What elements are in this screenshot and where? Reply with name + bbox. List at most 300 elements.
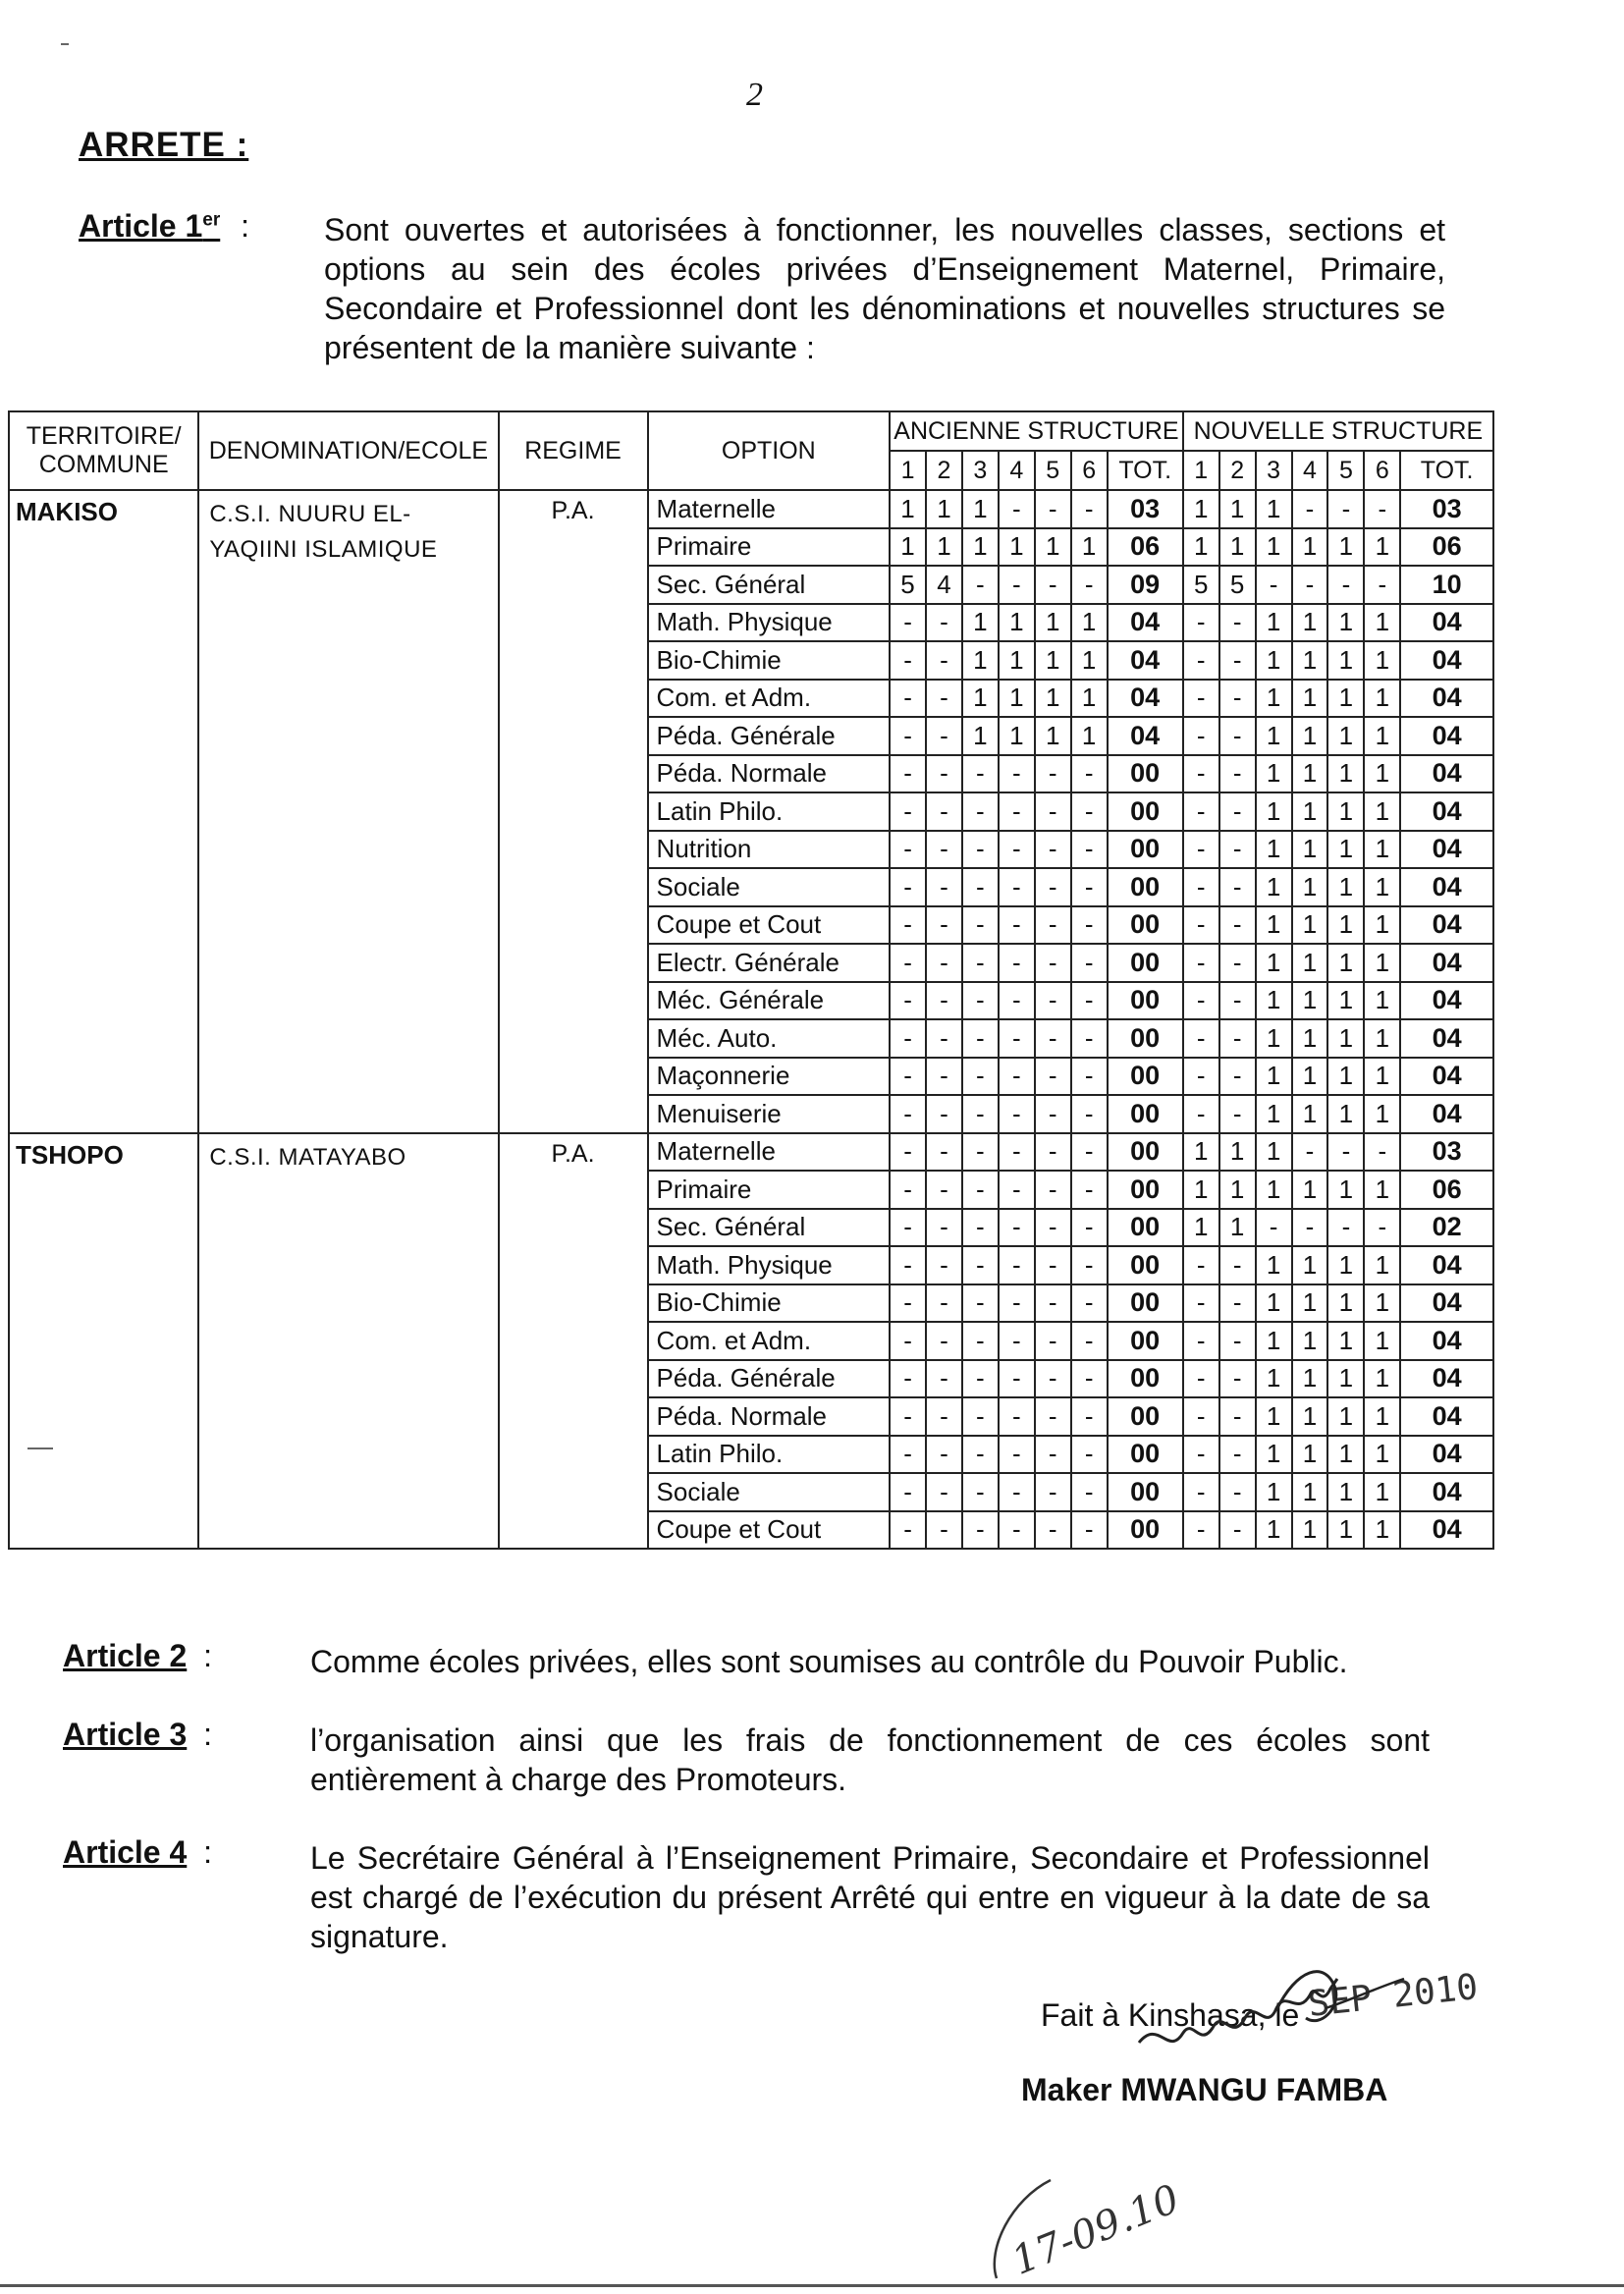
nouvelle-count-cell: 5 [1219,566,1256,604]
ancienne-count-cell: - [1035,1284,1071,1323]
header-ancienne-col: 6 [1071,451,1108,490]
nouvelle-total-cell: 04 [1400,1058,1493,1096]
article-1-colon: : [241,208,250,244]
option-cell: Nutrition [648,831,891,869]
nouvelle-count-cell: 1 [1256,1436,1292,1474]
nouvelle-count-cell: - [1183,755,1219,793]
nouvelle-count-cell: 1 [1364,906,1400,945]
nouvelle-count-cell: 1 [1292,1019,1328,1058]
nouvelle-count-cell: - [1292,566,1328,604]
nouvelle-total-cell: 04 [1400,1360,1493,1398]
nouvelle-count-cell: 1 [1327,1360,1364,1398]
ancienne-count-cell: - [926,755,962,793]
nouvelle-count-cell: 1 [1364,680,1400,718]
ancienne-count-cell: - [999,906,1035,945]
ancienne-count-cell: 1 [999,604,1035,642]
ancienne-count-cell: - [890,792,926,831]
nouvelle-count-cell: 1 [1256,755,1292,793]
ancienne-count-cell: - [926,868,962,906]
option-cell: Bio-Chimie [648,641,891,680]
nouvelle-count-cell: 1 [1256,528,1292,567]
nouvelle-count-cell: 1 [1256,831,1292,869]
ancienne-count-cell: - [926,604,962,642]
nouvelle-count-cell: 1 [1364,528,1400,567]
nouvelle-count-cell: 1 [1292,680,1328,718]
nouvelle-count-cell: 1 [1364,755,1400,793]
ancienne-count-cell: - [926,1058,962,1096]
nouvelle-total-cell: 03 [1400,490,1493,528]
ancienne-count-cell: - [1035,1322,1071,1360]
ancienne-count-cell: 1 [999,528,1035,567]
denomination-cell: C.S.I. MATAYABO [198,1133,498,1550]
ancienne-count-cell: - [962,1095,999,1133]
paraph-date: 17-09.10 [1005,2176,1186,2284]
nouvelle-count-cell: - [1219,1473,1256,1511]
nouvelle-count-cell: 1 [1256,1095,1292,1133]
ancienne-total-cell: 00 [1108,1511,1183,1550]
ancienne-count-cell: - [890,1133,926,1172]
nouvelle-count-cell: - [1364,490,1400,528]
scan-mark [61,43,69,45]
ancienne-total-cell: 04 [1108,717,1183,755]
ancienne-count-cell: - [999,1209,1035,1247]
ancienne-count-cell: - [1035,1511,1071,1550]
nouvelle-count-cell: - [1219,1095,1256,1133]
ancienne-total-cell: 00 [1108,982,1183,1020]
ancienne-count-cell: - [1035,1473,1071,1511]
option-cell: Sec. Général [648,566,891,604]
nouvelle-total-cell: 04 [1400,982,1493,1020]
nouvelle-count-cell: 1 [1327,641,1364,680]
nouvelle-count-cell: 1 [1256,490,1292,528]
ancienne-count-cell: - [1071,868,1108,906]
nouvelle-count-cell: 1 [1364,1246,1400,1284]
ancienne-count-cell: - [1071,1473,1108,1511]
ancienne-count-cell: - [1035,982,1071,1020]
ancienne-count-cell: - [999,566,1035,604]
ancienne-count-cell: - [962,755,999,793]
nouvelle-count-cell: 1 [1256,1322,1292,1360]
nouvelle-count-cell: - [1183,1360,1219,1398]
ancienne-count-cell: - [1071,1511,1108,1550]
ancienne-count-cell: - [890,982,926,1020]
ancienne-total-cell: 00 [1108,755,1183,793]
nouvelle-count-cell: 1 [1327,1171,1364,1209]
ancienne-total-cell: 04 [1108,641,1183,680]
ancienne-count-cell: 1 [1071,604,1108,642]
ancienne-total-cell: 00 [1108,1360,1183,1398]
nouvelle-count-cell: 1 [1292,1511,1328,1550]
ancienne-count-cell: - [999,831,1035,869]
nouvelle-count-cell: 1 [1364,1019,1400,1058]
nouvelle-count-cell: 1 [1364,641,1400,680]
nouvelle-count-cell: 1 [1327,831,1364,869]
nouvelle-count-cell: - [1327,490,1364,528]
nouvelle-count-cell: 1 [1256,868,1292,906]
ancienne-count-cell: - [999,1171,1035,1209]
nouvelle-count-cell: - [1327,1133,1364,1172]
denomination-cell: C.S.I. NUURU EL- YAQIINI ISLAMIQUE [198,490,498,1133]
nouvelle-count-cell: - [1219,1246,1256,1284]
ancienne-count-cell: - [962,1436,999,1474]
ancienne-count-cell: 1 [1035,604,1071,642]
nouvelle-count-cell: - [1292,490,1328,528]
nouvelle-count-cell: - [1219,680,1256,718]
nouvelle-count-cell: 1 [1292,831,1328,869]
ancienne-count-cell: - [962,566,999,604]
nouvelle-count-cell: - [1183,1246,1219,1284]
nouvelle-count-cell: - [1219,1436,1256,1474]
nouvelle-count-cell: 1 [1183,528,1219,567]
ancienne-count-cell: - [962,1171,999,1209]
nouvelle-count-cell: - [1183,717,1219,755]
ancienne-count-cell: - [962,1209,999,1247]
ancienne-count-cell: 1 [1035,680,1071,718]
ancienne-count-cell: - [962,1246,999,1284]
signature-date-stamp: SEP 2010 [1306,1967,1481,2025]
ancienne-count-cell: - [926,1360,962,1398]
ancienne-count-cell: - [926,1436,962,1474]
page-number: 2 [746,77,763,113]
ancienne-total-cell: 09 [1108,566,1183,604]
option-cell: Com. et Adm. [648,1322,891,1360]
nouvelle-count-cell: - [1183,1058,1219,1096]
nouvelle-count-cell: - [1183,1284,1219,1323]
ancienne-count-cell: - [890,1397,926,1436]
ancienne-count-cell: - [926,906,962,945]
nouvelle-count-cell: - [1183,831,1219,869]
article-1-text: Sont ouvertes et autorisées à fonctionner, les nouvelles classes, sections et options au sein des écoles privées d’Enseignement Maternel, Primaire, Secondaire et Professionnel dont les dénominations et nouvelles structures se présentent de la manière suivante : [324,212,1445,365]
article-3-label-text: Article 3 [63,1717,188,1752]
ancienne-total-cell: 00 [1108,868,1183,906]
nouvelle-count-cell: 1 [1292,1397,1328,1436]
nouvelle-count-cell: 1 [1327,1284,1364,1323]
nouvelle-count-cell: - [1219,792,1256,831]
nouvelle-count-cell: 1 [1364,1436,1400,1474]
nouvelle-count-cell: 1 [1327,868,1364,906]
ancienne-count-cell: - [999,792,1035,831]
article-2-colon: : [203,1638,213,1673]
header-territoire: TERRITOIRE/ COMMUNE [9,411,198,490]
ancienne-count-cell: - [962,1322,999,1360]
ancienne-count-cell: 1 [1035,717,1071,755]
ancienne-count-cell: - [926,1095,962,1133]
ancienne-total-cell: 00 [1108,1322,1183,1360]
option-cell: Menuiserie [648,1095,891,1133]
ancienne-total-cell: 00 [1108,1058,1183,1096]
regime-cell: P.A. [499,490,648,1133]
nouvelle-count-cell: - [1292,1133,1328,1172]
nouvelle-count-cell: - [1183,680,1219,718]
ancienne-count-cell: - [1071,1019,1108,1058]
nouvelle-count-cell: 1 [1219,1133,1256,1172]
nouvelle-count-cell: - [1219,1511,1256,1550]
nouvelle-count-cell: - [1219,906,1256,945]
nouvelle-count-cell: 1 [1219,490,1256,528]
ancienne-count-cell: - [999,1058,1035,1096]
nouvelle-count-cell: 1 [1256,906,1292,945]
nouvelle-count-cell: - [1219,1284,1256,1323]
nouvelle-total-cell: 04 [1400,1095,1493,1133]
nouvelle-count-cell: - [1364,1133,1400,1172]
ancienne-total-cell: 00 [1108,1473,1183,1511]
ancienne-count-cell: - [1071,1360,1108,1398]
nouvelle-total-cell: 04 [1400,1019,1493,1058]
nouvelle-count-cell: - [1183,604,1219,642]
nouvelle-total-cell: 04 [1400,1436,1493,1474]
ancienne-count-cell: - [962,1284,999,1323]
ancienne-count-cell: - [962,1511,999,1550]
nouvelle-count-cell: - [1183,1095,1219,1133]
nouvelle-count-cell: 1 [1364,1511,1400,1550]
nouvelle-total-cell: 06 [1400,1171,1493,1209]
nouvelle-count-cell: 1 [1183,1209,1219,1247]
ancienne-count-cell: - [962,906,999,945]
ancienne-count-cell: - [1071,1209,1108,1247]
nouvelle-count-cell: 1 [1256,792,1292,831]
nouvelle-count-cell: 1 [1183,1133,1219,1172]
ancienne-total-cell: 00 [1108,792,1183,831]
ancienne-count-cell: 1 [890,490,926,528]
ancienne-count-cell: - [1071,566,1108,604]
ancienne-count-cell: 1 [1071,528,1108,567]
option-cell: Latin Philo. [648,1436,891,1474]
nouvelle-count-cell: 1 [1327,1473,1364,1511]
nouvelle-count-cell: 1 [1364,1058,1400,1096]
nouvelle-count-cell: 1 [1292,528,1328,567]
ancienne-count-cell: 1 [962,604,999,642]
nouvelle-count-cell: 1 [1292,1058,1328,1096]
ancienne-count-cell: - [926,944,962,982]
nouvelle-count-cell: - [1183,1436,1219,1474]
nouvelle-count-cell: 1 [1327,528,1364,567]
page-title: ARRETE : [79,126,249,164]
ancienne-count-cell: - [999,1019,1035,1058]
option-cell: Math. Physique [648,604,891,642]
nouvelle-count-cell: - [1219,1397,1256,1436]
option-cell: Péda. Générale [648,1360,891,1398]
ancienne-count-cell: - [890,868,926,906]
header-ancienne-col: 2 [926,451,962,490]
ancienne-count-cell: - [890,717,926,755]
nouvelle-count-cell: 1 [1292,755,1328,793]
nouvelle-total-cell: 04 [1400,680,1493,718]
nouvelle-count-cell: 1 [1327,1095,1364,1133]
nouvelle-count-cell: 1 [1292,1171,1328,1209]
ancienne-count-cell: - [999,1360,1035,1398]
header-nouvelle-structure: NOUVELLE STRUCTURE [1183,411,1493,451]
ancienne-count-cell: - [1035,944,1071,982]
ancienne-count-cell: 1 [1071,641,1108,680]
ancienne-count-cell: - [1035,1246,1071,1284]
ancienne-total-cell: 00 [1108,1019,1183,1058]
ancienne-count-cell: - [1035,1058,1071,1096]
nouvelle-count-cell: 1 [1292,1246,1328,1284]
ancienne-count-cell: - [926,1511,962,1550]
nouvelle-count-cell: 1 [1364,1171,1400,1209]
ancienne-count-cell: - [926,1019,962,1058]
ancienne-count-cell: - [999,490,1035,528]
ancienne-count-cell: - [890,1209,926,1247]
ancienne-count-cell: - [999,1095,1035,1133]
nouvelle-total-cell: 03 [1400,1133,1493,1172]
nouvelle-count-cell: 1 [1364,1360,1400,1398]
table-row [9,490,1493,528]
ancienne-count-cell: - [1035,490,1071,528]
nouvelle-count-cell: - [1219,831,1256,869]
ancienne-total-cell: 04 [1108,604,1183,642]
ancienne-count-cell: - [999,982,1035,1020]
ancienne-count-cell: - [1035,1095,1071,1133]
nouvelle-count-cell: 1 [1327,1019,1364,1058]
ancienne-count-cell: 1 [926,490,962,528]
ancienne-count-cell: - [926,982,962,1020]
ancienne-count-cell: - [926,1133,962,1172]
nouvelle-count-cell: 1 [1327,717,1364,755]
nouvelle-count-cell: 1 [1364,717,1400,755]
nouvelle-total-cell: 04 [1400,1473,1493,1511]
nouvelle-count-cell: 1 [1256,1360,1292,1398]
ancienne-count-cell: 1 [926,528,962,567]
nouvelle-count-cell: 1 [1292,641,1328,680]
option-cell: Electr. Générale [648,944,891,982]
ancienne-count-cell: - [1035,566,1071,604]
nouvelle-count-cell: 1 [1364,1095,1400,1133]
ancienne-count-cell: - [962,1397,999,1436]
nouvelle-count-cell: - [1327,566,1364,604]
nouvelle-count-cell: 1 [1256,641,1292,680]
ancienne-count-cell: - [1035,1209,1071,1247]
nouvelle-total-cell: 04 [1400,831,1493,869]
nouvelle-count-cell: 1 [1219,1171,1256,1209]
ancienne-total-cell: 00 [1108,1209,1183,1247]
ancienne-total-cell: 00 [1108,906,1183,945]
option-cell: Math. Physique [648,1246,891,1284]
ancienne-count-cell: - [890,944,926,982]
option-cell: Coupe et Cout [648,1511,891,1550]
article-1-label [79,208,249,245]
header-ancienne-col: 3 [962,451,999,490]
nouvelle-count-cell: 1 [1327,680,1364,718]
option-cell: Sec. Général [648,1209,891,1247]
header-ancienne-col: 1 [890,451,926,490]
nouvelle-count-cell: 1 [1256,1171,1292,1209]
ancienne-count-cell: 1 [1035,528,1071,567]
nouvelle-count-cell: 1 [1364,1322,1400,1360]
nouvelle-count-cell: 1 [1327,1246,1364,1284]
ancienne-count-cell: - [1035,1133,1071,1172]
nouvelle-count-cell: - [1219,982,1256,1020]
nouvelle-total-cell: 04 [1400,1511,1493,1550]
nouvelle-count-cell: - [1364,1209,1400,1247]
article-4-colon: : [203,1834,213,1870]
nouvelle-count-cell: 1 [1219,1209,1256,1247]
header-nouvelle-col: 1 [1183,451,1219,490]
ancienne-count-cell: 4 [926,566,962,604]
ancienne-count-cell: - [890,1284,926,1323]
ancienne-count-cell: 1 [999,680,1035,718]
ancienne-count-cell: - [962,1019,999,1058]
nouvelle-count-cell: - [1219,1360,1256,1398]
ancienne-count-cell: - [926,1284,962,1323]
header-nouvelle-col: 4 [1292,451,1328,490]
nouvelle-count-cell: 1 [1256,1133,1292,1172]
ancienne-count-cell: - [1071,1322,1108,1360]
option-cell: Bio-Chimie [648,1284,891,1323]
ancienne-count-cell: 1 [890,528,926,567]
nouvelle-count-cell: 1 [1256,1473,1292,1511]
nouvelle-count-cell: - [1183,1322,1219,1360]
header-option: OPTION [648,411,891,490]
ancienne-count-cell: - [999,1284,1035,1323]
article-3-colon: : [203,1717,213,1752]
ancienne-count-cell: - [1035,792,1071,831]
ancienne-count-cell: - [962,831,999,869]
ancienne-count-cell: 1 [1035,641,1071,680]
ancienne-count-cell: - [890,604,926,642]
ancienne-count-cell: - [1071,1171,1108,1209]
nouvelle-count-cell: - [1183,906,1219,945]
nouvelle-count-cell: - [1219,604,1256,642]
ancienne-count-cell: - [999,868,1035,906]
article-4-text: Le Secrétaire Général à l’Enseignement Primaire, Secondaire et Professionnel est chargé de l’exécution du présent Arrêté qui entre en vigueur à la date de sa signature. [310,1840,1430,1954]
option-cell: Péda. Normale [648,755,891,793]
ancienne-count-cell: 1 [962,641,999,680]
header-ancienne-structure: ANCIENNE STRUCTURE [890,411,1183,451]
nouvelle-count-cell: 1 [1364,982,1400,1020]
nouvelle-count-cell: 1 [1292,792,1328,831]
nouvelle-count-cell: 1 [1256,1397,1292,1436]
regime-cell: P.A. [499,1133,648,1550]
nouvelle-count-cell: 1 [1292,1284,1328,1323]
ancienne-count-cell: - [890,1511,926,1550]
article-1-label-text: Article 1er [79,208,221,244]
ancienne-count-cell: - [1071,1246,1108,1284]
option-cell: Méc. Auto. [648,1019,891,1058]
ancienne-total-cell: 00 [1108,1133,1183,1172]
nouvelle-count-cell: 1 [1364,1473,1400,1511]
nouvelle-count-cell: 1 [1327,906,1364,945]
ancienne-count-cell: - [890,1473,926,1511]
header-nouvelle-col: 5 [1327,451,1364,490]
ancienne-count-cell: - [1035,868,1071,906]
nouvelle-count-cell: 1 [1364,1397,1400,1436]
article-3-text: l’organisation ainsi que les frais de fonctionnement de ces écoles sont entièrement à charge des Promoteurs. [310,1722,1430,1797]
option-cell: Méc. Générale [648,982,891,1020]
header-denomination: DENOMINATION/ECOLE [198,411,498,490]
option-cell: Péda. Générale [648,717,891,755]
nouvelle-total-cell: 02 [1400,1209,1493,1247]
ancienne-total-cell: 06 [1108,528,1183,567]
nouvelle-count-cell: 1 [1364,868,1400,906]
nouvelle-total-cell: 04 [1400,717,1493,755]
territoire-cell: MAKISO [9,490,198,1133]
nouvelle-total-cell: 04 [1400,1322,1493,1360]
ancienne-total-cell: 00 [1108,1095,1183,1133]
nouvelle-count-cell: - [1327,1209,1364,1247]
nouvelle-count-cell: - [1183,982,1219,1020]
nouvelle-count-cell: 1 [1327,1436,1364,1474]
nouvelle-count-cell: 1 [1292,717,1328,755]
ancienne-count-cell: - [926,1246,962,1284]
ancienne-count-cell: - [1035,1397,1071,1436]
nouvelle-count-cell: - [1183,641,1219,680]
ancienne-count-cell: - [890,906,926,945]
nouvelle-count-cell: 1 [1327,604,1364,642]
nouvelle-total-cell: 06 [1400,528,1493,567]
ancienne-count-cell: - [1071,1133,1108,1172]
ancienne-count-cell: - [1071,944,1108,982]
